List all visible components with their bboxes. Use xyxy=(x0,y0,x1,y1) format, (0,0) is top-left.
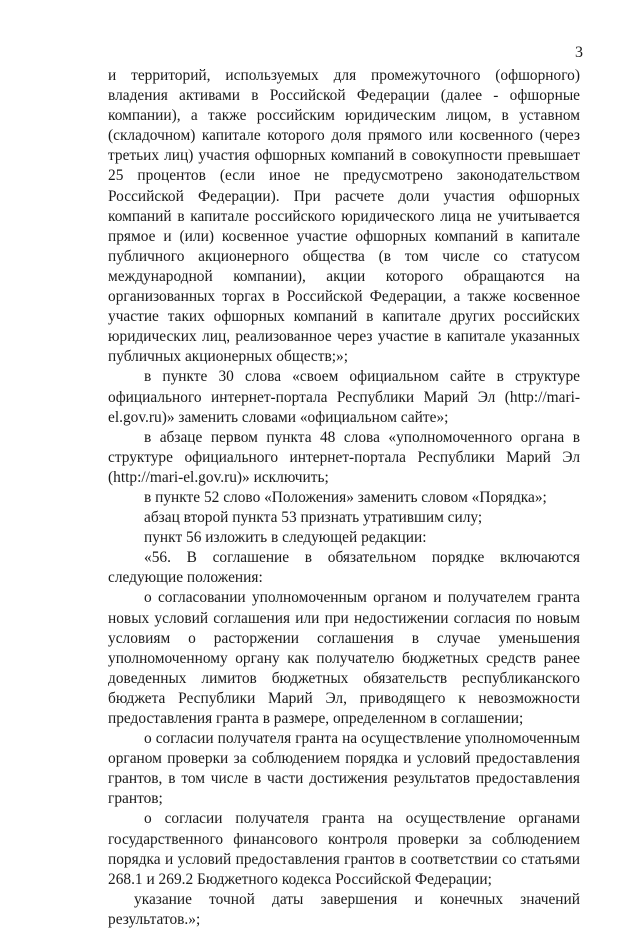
paragraph-consent-financial-control: о согласии получателя гранта на осуществление органами государственного финансового контроля проверки за соблюдением порядка и условий предоставления грантов в соответствии со статьями 268.1 и 269.2 Бюджетного кодекса Российской Федерации; xyxy=(108,810,580,888)
paragraph-item-48: в абзаце первом пункта 48 слова «уполномоченного органа в структуре официального интернет-портала Республики Марий Эл (http://mari-el.gov.ru)» исключить; xyxy=(108,428,580,486)
paragraph-agreement-conditions: о согласовании уполномоченным органом и получателем гранта новых условий соглашения или при недостижении согласия по новым условиям о расторжении соглашения в случае уменьшения уполномоченному органу как получателю бюджетных средств ранее доведенных лимитов бюджетных обязательств республиканского бюджета Республики Марий Эл, приводящего к невозможности предоставления гранта в размере, определенном в соглашении; xyxy=(108,589,580,727)
paragraph-item-56-text: «56. В соглашение в обязательном порядке включаются следующие положения: xyxy=(108,549,580,587)
paragraph-item-30: в пункте 30 слова «своем официальном сайте в структуре официального интернет-портала Республики Марий Эл (http://mari-el.gov.ru)» заменить словами «официальном сайте»; xyxy=(108,368,580,426)
paragraph-completion-date: указание точной даты завершения и конечных значений результатов.»; xyxy=(108,890,580,928)
document-body xyxy=(108,66,580,930)
paragraph-consent-authority-check: о согласии получателя гранта на осуществление уполномоченным органом проверки за соблюдением порядка и условий предоставления грантов, в том числе в части достижения результатов предоставления грантов; xyxy=(108,730,580,808)
paragraph-item-56: пункт 56 изложить в следующей редакции: xyxy=(144,529,427,547)
page-number: 3 xyxy=(575,44,583,61)
paragraph-item-52: в пункте 52 слово «Положения» заменить словом «Порядка»; xyxy=(144,488,547,506)
paragraph-item-53: абзац второй пункта 53 признать утратившим силу; xyxy=(144,509,483,527)
paragraph-offshore-definition: и территорий, используемых для промежуточного (офшорного) владения активами в Российской Федерации (далее - офшорные компании), а также российским юридическим лицом, в уставном (складочном) капитале которого доля прямого или косвенного (через третьих лиц) участия офшорных компаний в совокупности превышает 25 процентов (если иное не предусмотрено законодательством Российской Федерации). При расчете доли участия офшорных компаний в капитале российского юридического лица не учитывается прямое и (или) косвенное участие офшорных компаний в капитале публичного акционерного общества (в том числе со статусом международной компании), акции которого обращаются на организованных торгах в Российской Федерации, а также косвенное участие таких офшорных компаний в капитале других российских юридических лиц, реализованное через участие в капитале указанных публичных акционерных обществ;»; xyxy=(108,67,580,366)
